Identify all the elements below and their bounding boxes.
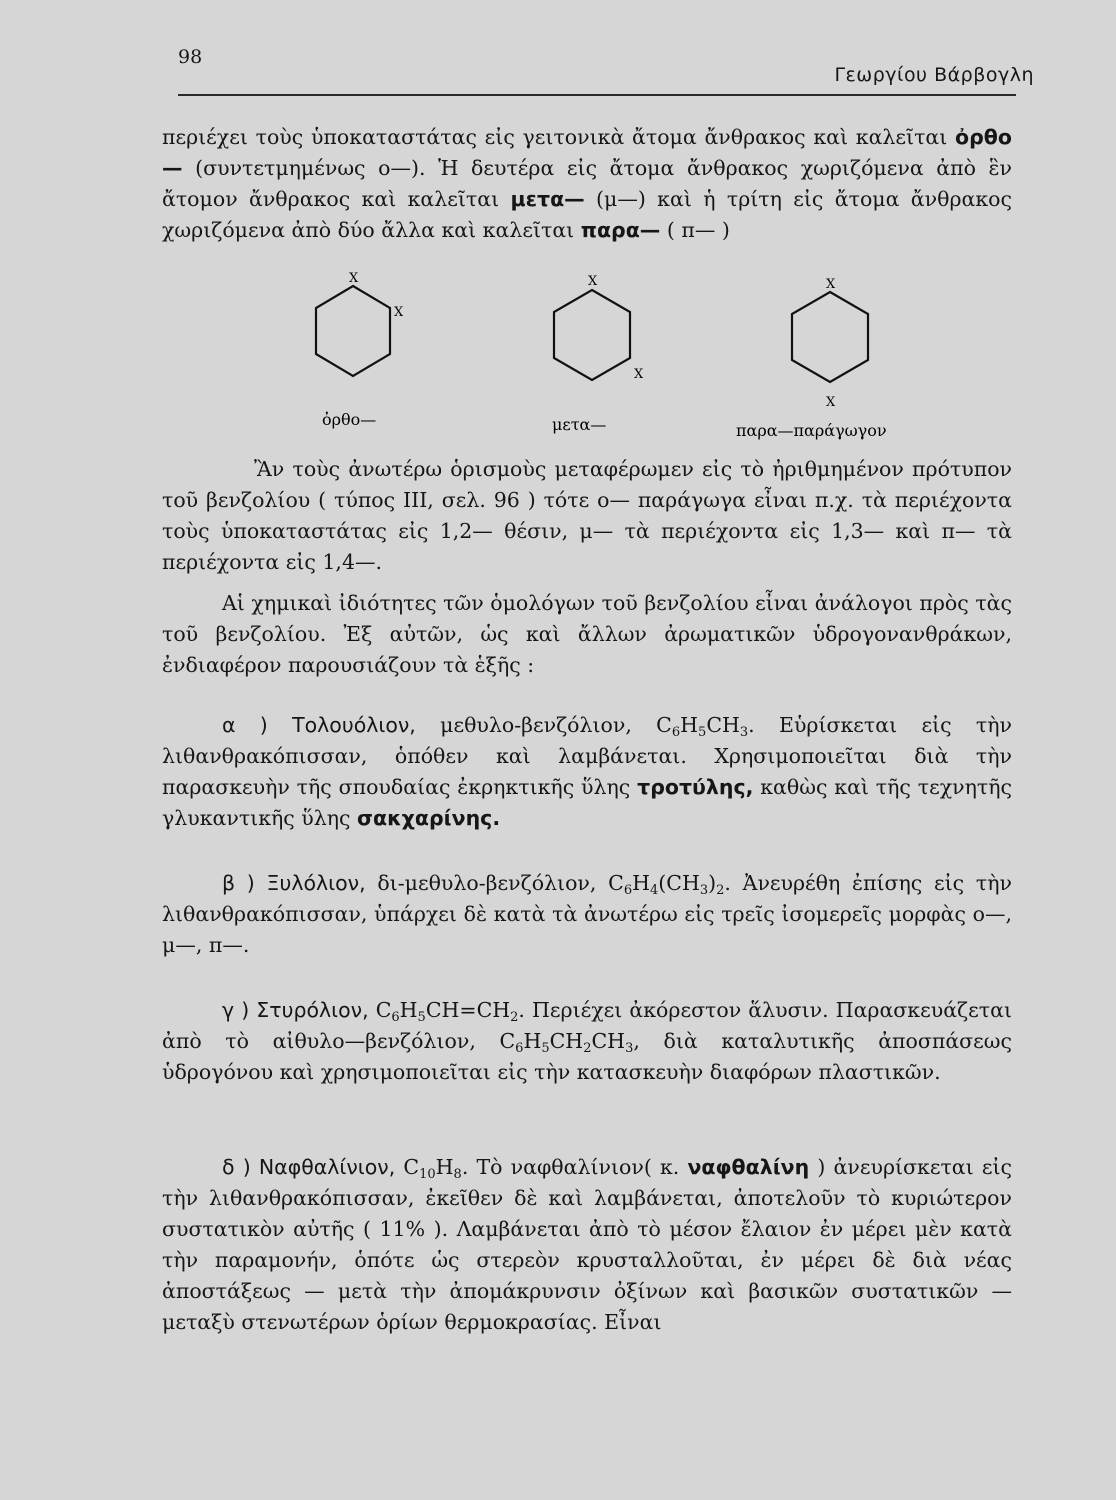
alpha-label: α ) Τολουόλιον, — [222, 713, 416, 737]
meta-ring — [554, 290, 630, 380]
delta-formula: $C_{10}H_8$ — [403, 1155, 462, 1182]
meta-label: μετα— — [552, 415, 607, 434]
gamma-text-2: , διὰ καταλυτικῆς ἀποσπάσεως ὑδρογόνου καὶ χρησιμοποιεῖται εἰς τὴν κατασκευὴν διαφόρων πλαστικῶν. — [162, 1029, 1012, 1084]
section-alpha-toluene — [162, 710, 1012, 834]
alpha-text-2: . Εὑρίσκεται εἰς τὴν λιθανθρακόπισσαν, ὁπόθεν καὶ λαμβάνεται. Χρησιμοποιεῖται διὰ τὴν παρασκευὴν τῆς σπουδαίας ἐκρηκτικῆς ὕλης — [162, 713, 1012, 799]
beta-text-1: δι-μεθυλο-βενζόλιον, — [377, 871, 597, 895]
para-ring — [792, 292, 868, 382]
page-number: 98 — [178, 46, 203, 68]
paragraph-numbering: Ἂν τοὺς ἀνωτέρω ὁρισμοὺς μεταφέρωμεν εἰς τὸ ἠριθμημένον πρότυπον τοῦ βενζολίου ( τύπος III, σελ. 96 ) τότε ο— παράγωγα εἶναι π.χ. τὰ περιέχοντα τοὺς ὑποκαταστάτας εἰς 1,2— θέσιν, μ— τὰ περιέχοντα εἰς 1,3— καὶ π— τὰ περιέχοντα εἰς 1,4—. — [162, 457, 1012, 574]
gamma-formula-2: $C_6H_5CH_2CH_3$ — [499, 1029, 634, 1056]
meta-x2: X — [634, 367, 644, 382]
intro-text-2: (συντετμημένως ο—). Ἡ δευτέρα εἰς ἄτομα ἄνθρακος χωριζόμενα ἀπὸ ἓν ἄτομον ἄνθρακος καὶ καλεῖται — [162, 156, 1012, 211]
alpha-formula: $C_6H_5CH_3$ — [656, 713, 749, 740]
term-para: παρα— — [580, 218, 661, 242]
ortho-x1: X — [349, 271, 359, 286]
section-beta-xylene — [162, 868, 1012, 961]
beta-text-2: . Ἀνευρέθη ἐπίσης εἰς τὴν λιθανθρακόπισσαν, ὑπάρχει δὲ κατὰ τὰ ἀνωτέρω εἰς τρεῖς ἰσομερεῖς μορφὰς ο—, μ—, π—. — [162, 871, 1012, 957]
intro-text-3: (μ—) καὶ ἡ τρίτη εἰς ἄτομα ἄνθρακος χωριζόμενα ἀπὸ δύο ἄλλα καὶ καλεῖται — [162, 187, 1012, 242]
benzene-isomers-figure — [290, 270, 930, 450]
term-naphthaline: ναφθαλίνη — [687, 1155, 810, 1179]
para-x2: X — [826, 395, 836, 410]
term-ortho: ὀρθο— — [162, 125, 1012, 180]
header-rule — [178, 94, 1016, 96]
delta-label: δ ) Ναφθαλίνιον, — [222, 1155, 396, 1179]
para-label: παρα—παράγωγον — [736, 421, 887, 440]
ortho-x2: X — [394, 305, 404, 320]
gamma-formula-1: $C_6H_5CH=CH_2$ — [375, 998, 519, 1025]
intro-text-4: ( π— ) — [666, 218, 730, 242]
section-gamma-styrene — [162, 995, 1012, 1088]
alpha-text-1: μεθυλο-βενζόλιον, — [440, 713, 632, 737]
meta-x1: X — [588, 274, 598, 289]
delta-text-1: . Τὸ ναφθαλίνιον( κ. — [461, 1155, 680, 1179]
running-title: Γεωργίου Βάρβογλη — [834, 64, 1034, 86]
gamma-label: γ ) Στυρόλιον, — [222, 998, 369, 1022]
ortho-label: ὀρθο— — [322, 410, 377, 429]
term-trotyl: τροτύλης, — [637, 775, 754, 799]
term-saccharin: σακχαρίνης. — [357, 806, 501, 830]
term-meta: μετα— — [510, 187, 585, 211]
section-delta-naphthalene — [162, 1152, 1012, 1338]
beta-label: β ) Ξυλόλιον, — [222, 871, 366, 895]
para-x1: X — [826, 277, 836, 292]
gamma-text-1: . Περιέχει ἀκόρεστον ἅλυσιν. Παρασκευάζεται ἀπὸ τὸ αἰθυλο—βενζόλιον, — [162, 998, 1012, 1053]
intro-paragraph — [162, 122, 1012, 246]
ortho-ring — [316, 286, 390, 376]
paragraph-homologs: Αἱ χημικαὶ ἰδιότητες τῶν ὁμολόγων τοῦ βενζολίου εἶναι ἀνάλογοι πρὸς τὰς τοῦ βενζολίου. Ἐξ αὐτῶν, ὡς καὶ ἄλλων ἀρωματικῶν ὑδρογονανθράκων, ἐνδιαφέρον παρουσιάζουν τὰ ἑξῆς : — [162, 591, 1012, 677]
beta-formula: $C_6H_4(CH_3)_2$ — [608, 871, 725, 898]
intro-text-1: περιέχει τοὺς ὑποκαταστάτας εἰς γειτονικὰ ἄτομα ἄνθρακος καὶ καλεῖται — [162, 125, 948, 149]
alpha-text-3: καθὼς καὶ τῆς τεχνητῆς γλυκαντικῆς ὕλης — [162, 775, 1012, 830]
delta-text-2: ) ἀνευρίσκεται εἰς τὴν λιθανθρακόπισσαν, ἐκεῖθεν δὲ καὶ λαμβάνεται, ἀποτελοῦν τὸ κυριώτερον συστατικὸν αὐτῆς ( 11% ). Λαμβάνεται ἀπὸ τὸ μέσον ἔλαιον ἐν μέρει μὲν κατὰ τὴν παραμονήν, ὁπότε ὡς στερεὸν κρυσταλλοῦται, ἐν μέρει δὲ διὰ νέας ἀποστάξεως — μετὰ τὴν ἀπομάκρυνσιν ὀξίνων καὶ βασικῶν συστατικῶν — μεταξὺ στενωτέρων ὁρίων θερμοκρασίας. Εἶναι — [162, 1155, 1012, 1334]
